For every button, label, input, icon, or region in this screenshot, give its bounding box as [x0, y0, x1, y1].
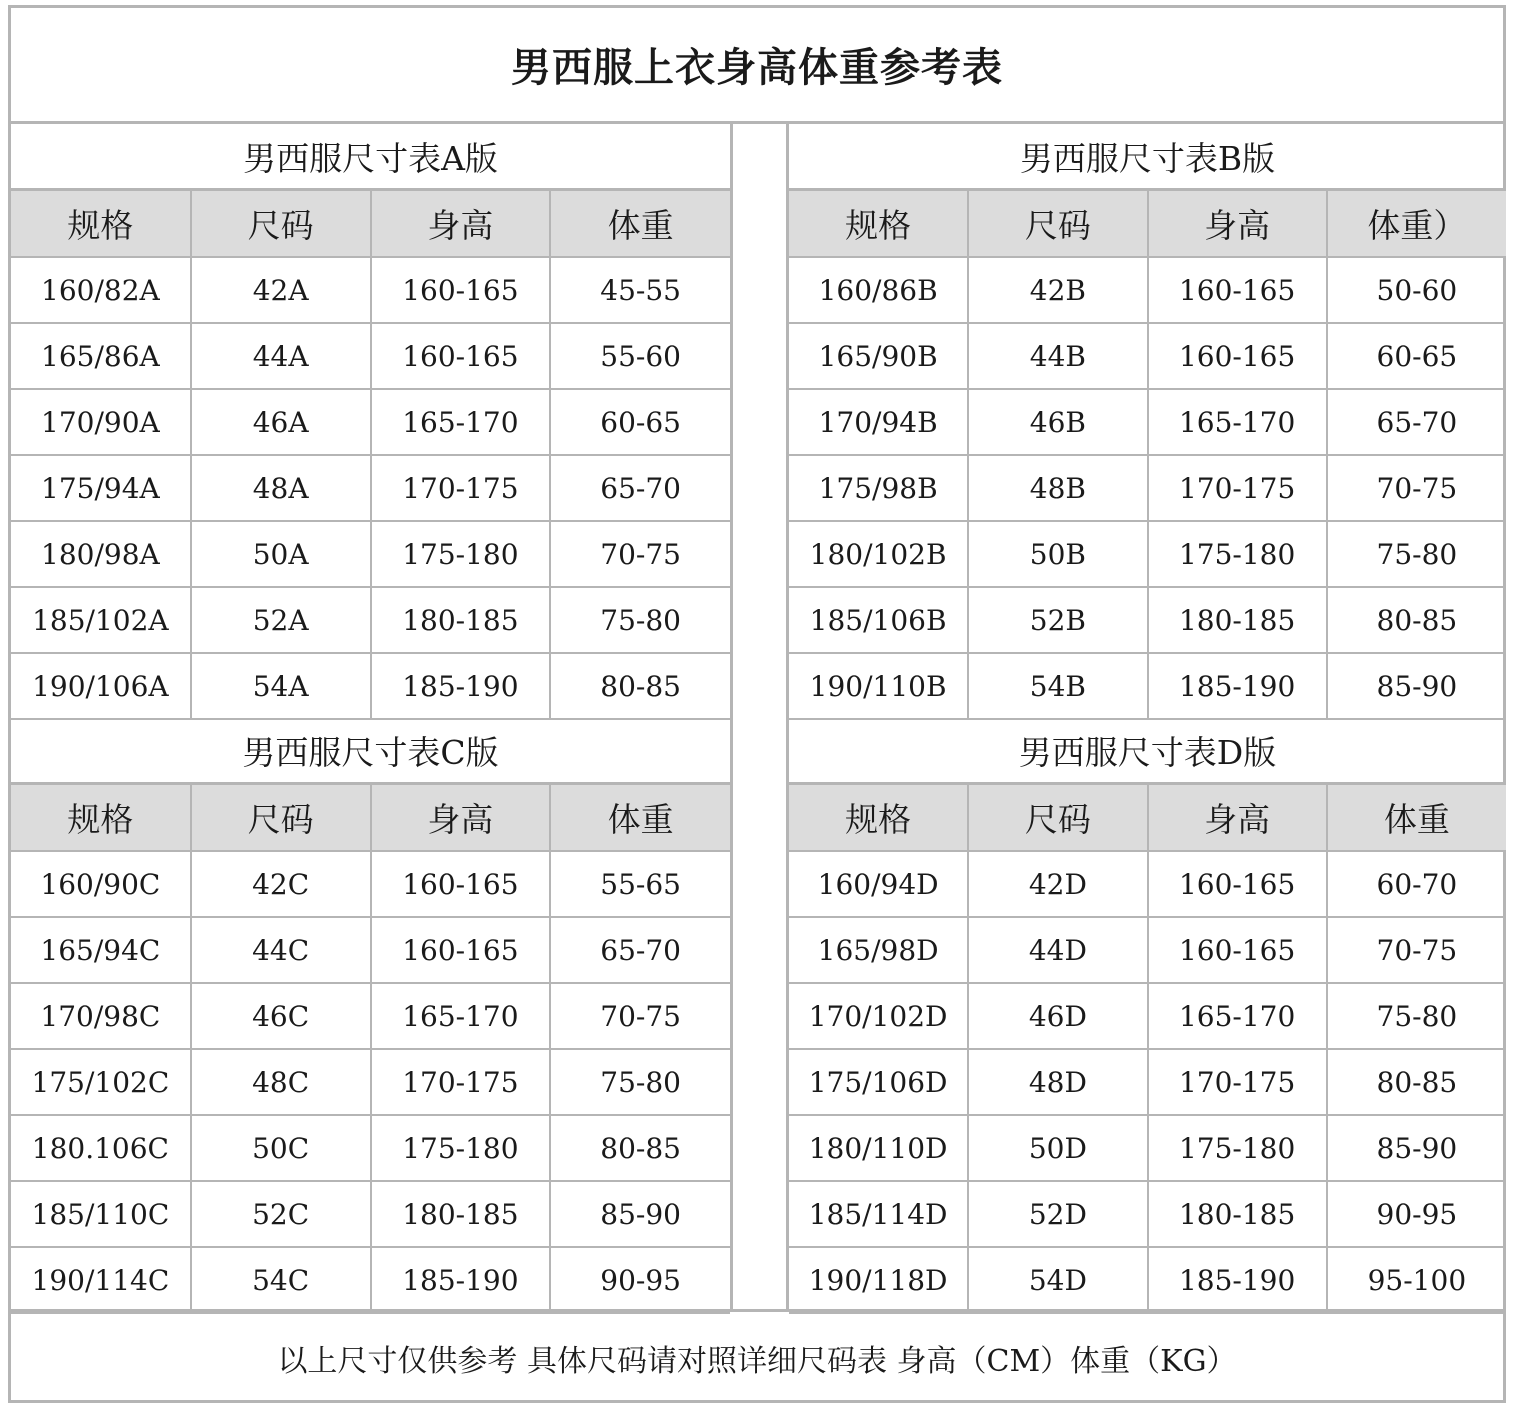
column-header: 体重 — [1327, 785, 1506, 851]
table-cell: 46B — [968, 389, 1147, 455]
table-row — [789, 983, 1506, 1049]
table-cell: 65-70 — [550, 455, 730, 521]
table-cell: 90-95 — [1327, 1181, 1506, 1247]
table-cell: 80-85 — [1327, 587, 1506, 653]
table-cell: 160-165 — [371, 323, 551, 389]
table-row — [11, 653, 730, 719]
table-cell: 75-80 — [1327, 983, 1506, 1049]
table-cell: 160/82A — [11, 257, 191, 323]
table-row — [11, 257, 730, 323]
table-cell: 175/98B — [789, 455, 968, 521]
table-cell: 90-95 — [550, 1247, 730, 1313]
table-row — [11, 389, 730, 455]
table-title: 男西服尺寸表A版 — [11, 124, 730, 191]
table-cell: 50A — [191, 521, 371, 587]
table-cell: 185-190 — [1148, 1247, 1327, 1313]
table-cell: 175/94A — [11, 455, 191, 521]
table-cell: 185-190 — [371, 653, 551, 719]
table-cell: 54A — [191, 653, 371, 719]
size-table — [789, 191, 1506, 720]
table-cell: 185/102A — [11, 587, 191, 653]
table-row — [11, 983, 730, 1049]
table-cell: 50B — [968, 521, 1147, 587]
footnote: 以上尺寸仅供参考 具体尺码请对照详细尺码表 身高（CM）体重（KG） — [277, 1343, 1237, 1379]
table-title: 男西服尺寸表C版 — [11, 718, 730, 785]
table-cell: 54C — [191, 1247, 371, 1313]
table-cell: 180-185 — [1148, 587, 1327, 653]
table-cell: 75-80 — [550, 587, 730, 653]
table-row — [789, 257, 1506, 323]
table-cell: 65-70 — [550, 917, 730, 983]
table-cell: 80-85 — [1327, 1049, 1506, 1115]
table-cell: 70-75 — [550, 983, 730, 1049]
table-cell: 185-190 — [371, 1247, 551, 1313]
table-cell: 80-85 — [550, 653, 730, 719]
header-row — [789, 191, 1506, 257]
table-row — [789, 917, 1506, 983]
table-cell: 175/102C — [11, 1049, 191, 1115]
table-cell: 165/90B — [789, 323, 968, 389]
table-row — [11, 1181, 730, 1247]
page-title: 男西服上衣身高体重参考表 — [511, 43, 1003, 91]
column-header: 体重） — [1327, 191, 1506, 257]
size-table-b — [789, 124, 1506, 720]
table-cell: 54D — [968, 1247, 1147, 1313]
column-header: 尺码 — [968, 191, 1147, 257]
table-cell: 85-90 — [1327, 1115, 1506, 1181]
table-cell: 175-180 — [371, 1115, 551, 1181]
column-gap — [730, 124, 789, 1311]
table-cell: 65-70 — [1327, 389, 1506, 455]
table-cell: 95-100 — [1327, 1247, 1506, 1313]
table-cell: 42D — [968, 851, 1147, 917]
table-cell: 170/94B — [789, 389, 968, 455]
size-table — [11, 191, 730, 720]
table-cell: 160-165 — [371, 917, 551, 983]
table-cell: 180/110D — [789, 1115, 968, 1181]
table-row — [11, 1247, 730, 1313]
table-cell: 70-75 — [550, 521, 730, 587]
table-cell: 46A — [191, 389, 371, 455]
column-header: 尺码 — [191, 191, 371, 257]
table-cell: 175/106D — [789, 1049, 968, 1115]
table-cell: 170/98C — [11, 983, 191, 1049]
table-cell: 42C — [191, 851, 371, 917]
table-cell: 48A — [191, 455, 371, 521]
table-cell: 42A — [191, 257, 371, 323]
table-cell: 55-60 — [550, 323, 730, 389]
table-cell: 165-170 — [371, 983, 551, 1049]
table-cell: 48C — [191, 1049, 371, 1115]
table-cell: 60-65 — [550, 389, 730, 455]
table-title: 男西服尺寸表B版 — [789, 124, 1506, 191]
table-cell: 50-60 — [1327, 257, 1506, 323]
table-cell: 170-175 — [1148, 455, 1327, 521]
table-cell: 52D — [968, 1181, 1147, 1247]
table-cell: 160-165 — [1148, 323, 1327, 389]
table-cell: 165-170 — [1148, 389, 1327, 455]
table-cell: 44A — [191, 323, 371, 389]
size-table — [789, 785, 1506, 1314]
table-cell: 60-65 — [1327, 323, 1506, 389]
table-cell: 185/110C — [11, 1181, 191, 1247]
table-cell: 50C — [191, 1115, 371, 1181]
table-cell: 85-90 — [550, 1181, 730, 1247]
table-cell: 190/106A — [11, 653, 191, 719]
column-header: 身高 — [371, 191, 551, 257]
table-cell: 170/102D — [789, 983, 968, 1049]
table-row — [789, 851, 1506, 917]
table-row — [11, 917, 730, 983]
table-cell: 180-185 — [371, 587, 551, 653]
column-header: 规格 — [789, 785, 968, 851]
header-row — [11, 785, 730, 851]
table-cell: 46C — [191, 983, 371, 1049]
table-cell: 52A — [191, 587, 371, 653]
table-cell: 170-175 — [371, 1049, 551, 1115]
table-cell: 190/114C — [11, 1247, 191, 1313]
table-cell: 160-165 — [1148, 851, 1327, 917]
table-row — [789, 653, 1506, 719]
table-cell: 44B — [968, 323, 1147, 389]
column-header: 身高 — [371, 785, 551, 851]
table-row — [789, 389, 1506, 455]
table-cell: 185/106B — [789, 587, 968, 653]
column-header: 规格 — [789, 191, 968, 257]
table-cell: 70-75 — [1327, 917, 1506, 983]
table-cell: 170-175 — [1148, 1049, 1327, 1115]
table-cell: 160-165 — [1148, 257, 1327, 323]
column-header: 体重 — [550, 785, 730, 851]
table-cell: 46D — [968, 983, 1147, 1049]
header-row — [11, 191, 730, 257]
table-cell: 52C — [191, 1181, 371, 1247]
column-header: 尺码 — [191, 785, 371, 851]
table-row — [11, 1115, 730, 1181]
column-header: 规格 — [11, 191, 191, 257]
table-cell: 190/110B — [789, 653, 968, 719]
table-row — [789, 455, 1506, 521]
table-row — [11, 1049, 730, 1115]
table-cell: 180-185 — [1148, 1181, 1327, 1247]
column-header: 规格 — [11, 785, 191, 851]
column-header: 身高 — [1148, 785, 1327, 851]
table-cell: 175-180 — [371, 521, 551, 587]
table-cell: 160/90C — [11, 851, 191, 917]
table-cell: 170/90A — [11, 389, 191, 455]
table-row — [11, 455, 730, 521]
table-cell: 165-170 — [371, 389, 551, 455]
column-header: 体重 — [550, 191, 730, 257]
table-cell: 175-180 — [1148, 1115, 1327, 1181]
table-cell: 160-165 — [1148, 917, 1327, 983]
table-cell: 185-190 — [1148, 653, 1327, 719]
table-row — [789, 1181, 1506, 1247]
table-cell: 70-75 — [1327, 455, 1506, 521]
table-cell: 175-180 — [1148, 521, 1327, 587]
table-cell: 48B — [968, 455, 1147, 521]
table-cell: 55-65 — [550, 851, 730, 917]
table-cell: 60-70 — [1327, 851, 1506, 917]
table-row — [789, 1247, 1506, 1313]
table-cell: 165-170 — [1148, 983, 1327, 1049]
table-row — [11, 587, 730, 653]
table-row — [789, 1049, 1506, 1115]
column-header: 身高 — [1148, 191, 1327, 257]
size-table-c — [11, 718, 730, 1314]
table-cell: 180.106C — [11, 1115, 191, 1181]
table-title: 男西服尺寸表D版 — [789, 718, 1506, 785]
table-row — [11, 323, 730, 389]
table-cell: 170-175 — [371, 455, 551, 521]
table-cell: 54B — [968, 653, 1147, 719]
table-cell: 165/98D — [789, 917, 968, 983]
table-cell: 165/94C — [11, 917, 191, 983]
table-cell: 44C — [191, 917, 371, 983]
table-cell: 75-80 — [550, 1049, 730, 1115]
header-row — [789, 785, 1506, 851]
table-row — [789, 521, 1506, 587]
table-row — [11, 851, 730, 917]
table-cell: 44D — [968, 917, 1147, 983]
table-cell: 160/94D — [789, 851, 968, 917]
table-cell: 85-90 — [1327, 653, 1506, 719]
table-row — [789, 1115, 1506, 1181]
table-row — [789, 587, 1506, 653]
table-cell: 160-165 — [371, 851, 551, 917]
table-cell: 180/98A — [11, 521, 191, 587]
table-cell: 42B — [968, 257, 1147, 323]
table-cell: 50D — [968, 1115, 1147, 1181]
table-cell: 185/114D — [789, 1181, 968, 1247]
size-table — [11, 785, 730, 1314]
table-cell: 180/102B — [789, 521, 968, 587]
table-cell: 160-165 — [371, 257, 551, 323]
size-table-d — [789, 718, 1506, 1314]
column-header: 尺码 — [968, 785, 1147, 851]
table-row — [789, 323, 1506, 389]
table-row — [11, 521, 730, 587]
table-cell: 80-85 — [550, 1115, 730, 1181]
table-cell: 75-80 — [1327, 521, 1506, 587]
table-cell: 48D — [968, 1049, 1147, 1115]
table-cell: 45-55 — [550, 257, 730, 323]
size-table-a — [11, 124, 730, 720]
table-cell: 160/86B — [789, 257, 968, 323]
table-cell: 165/86A — [11, 323, 191, 389]
table-cell: 52B — [968, 587, 1147, 653]
table-cell: 180-185 — [371, 1181, 551, 1247]
table-cell: 190/118D — [789, 1247, 968, 1313]
